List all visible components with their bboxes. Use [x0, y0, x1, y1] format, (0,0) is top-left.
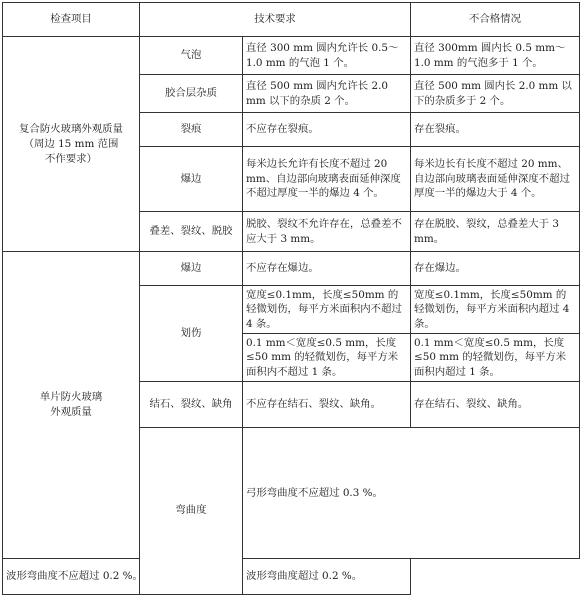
nonconformity-cell: 宽度≤0.1mm，长度≤50mm 的轻微划伤，每平方米面积内超过 4 条。: [411, 286, 580, 334]
item-cell: 叠差、裂纹、脱胶: [140, 212, 243, 252]
section-title-composite: [3, 37, 140, 252]
requirement-cell: 不应存在裂痕。: [243, 113, 411, 147]
header-requirement: 技术要求: [140, 3, 411, 37]
item-cell: 爆边: [140, 147, 243, 212]
header-row: [3, 3, 580, 37]
requirement-cell: 直径 300 mm 圆内允许长 0.5～1.0 mm 的气泡 1 个。: [243, 37, 411, 75]
requirement-cell: 不应存在爆边。: [243, 252, 411, 286]
requirement-cell: 脱胶、裂纹不允许存在，总叠差不应大于 3 mm。: [243, 212, 411, 252]
nonconformity-cell: 存在脱胶、裂纹，总叠差大于 3 mm。: [411, 212, 580, 252]
section-title-line: 单片防火玻璃: [39, 390, 103, 403]
nonconformity-cell: 直径 500 mm 圆内长 2.0 mm 以下的杂质多于 2 个。: [411, 75, 580, 113]
header-nonconformity: 不合格情况: [411, 3, 580, 37]
nonconformity-cell: 每米边长有长度不超过 20 mm、自边部向玻璃表面延伸深度不超过厚度一半的爆边大于 4 个。: [411, 147, 580, 212]
nonconformity-cell: 直径 300mm 圆内长 0.5 mm～1.0 mm 的气泡多于 1 个。: [411, 37, 580, 75]
item-cell: 气泡: [140, 37, 243, 75]
nonconformity-cell: 波形弯曲度超过 0.2 %。: [243, 558, 411, 594]
requirement-cell: 波形弯曲度不应超过 0.2 %。: [3, 558, 243, 594]
table-row: [3, 37, 580, 75]
nonconformity-cell: 存在结石、裂纹、缺角。: [411, 382, 580, 428]
item-cell: 胶合层杂质: [140, 75, 243, 113]
section-title-line: 外观质量: [50, 405, 92, 418]
inspection-table: [2, 2, 580, 595]
requirement-cell: 每米边长允许有长度不超过 20 mm、自边部向玻璃表面延伸深度不超过厚度一半的爆边 4 个。: [243, 147, 411, 212]
requirement-cell: 直径 500 mm 圆内允许长 2.0 mm 以下的杂质 2 个。: [243, 75, 411, 113]
section-title-line: （周边 15 mm 范围: [23, 137, 119, 150]
section-title-curvature: 弯曲度: [140, 428, 243, 595]
requirement-cell: 弓形弯曲度不应超过 0.3 %。: [243, 428, 580, 559]
table-row: [3, 252, 580, 286]
item-cell: 结石、裂纹、缺角: [140, 382, 243, 428]
nonconformity-cell: 存在爆边。: [411, 252, 580, 286]
section-title-line: 不作要求）: [45, 152, 97, 165]
item-cell: 划伤: [140, 286, 243, 382]
item-cell: 裂痕: [140, 113, 243, 147]
section-title-single: [3, 252, 140, 559]
requirement-cell: 不应存在结石、裂纹、缺角。: [243, 382, 411, 428]
requirement-cell: 宽度≤0.1mm，长度≤50mm 的轻微划伤，每平方米面积内不超过 4 条。: [243, 286, 411, 334]
table-row: [3, 558, 580, 594]
section-title-line: 复合防火玻璃外观质量: [19, 122, 123, 135]
nonconformity-cell: 0.1 mm＜宽度≤0.5 mm，长度≤50 mm 的轻微划伤，每平方米面积内超过 1 条。: [411, 334, 580, 382]
item-cell: 爆边: [140, 252, 243, 286]
header-item: 检查项目: [3, 3, 140, 37]
nonconformity-cell: 存在裂痕。: [411, 113, 580, 147]
requirement-cell: 0.1 mm＜宽度≤0.5 mm，长度≤50 mm 的轻微划伤，每平方米面积内不超过 1 条。: [243, 334, 411, 382]
